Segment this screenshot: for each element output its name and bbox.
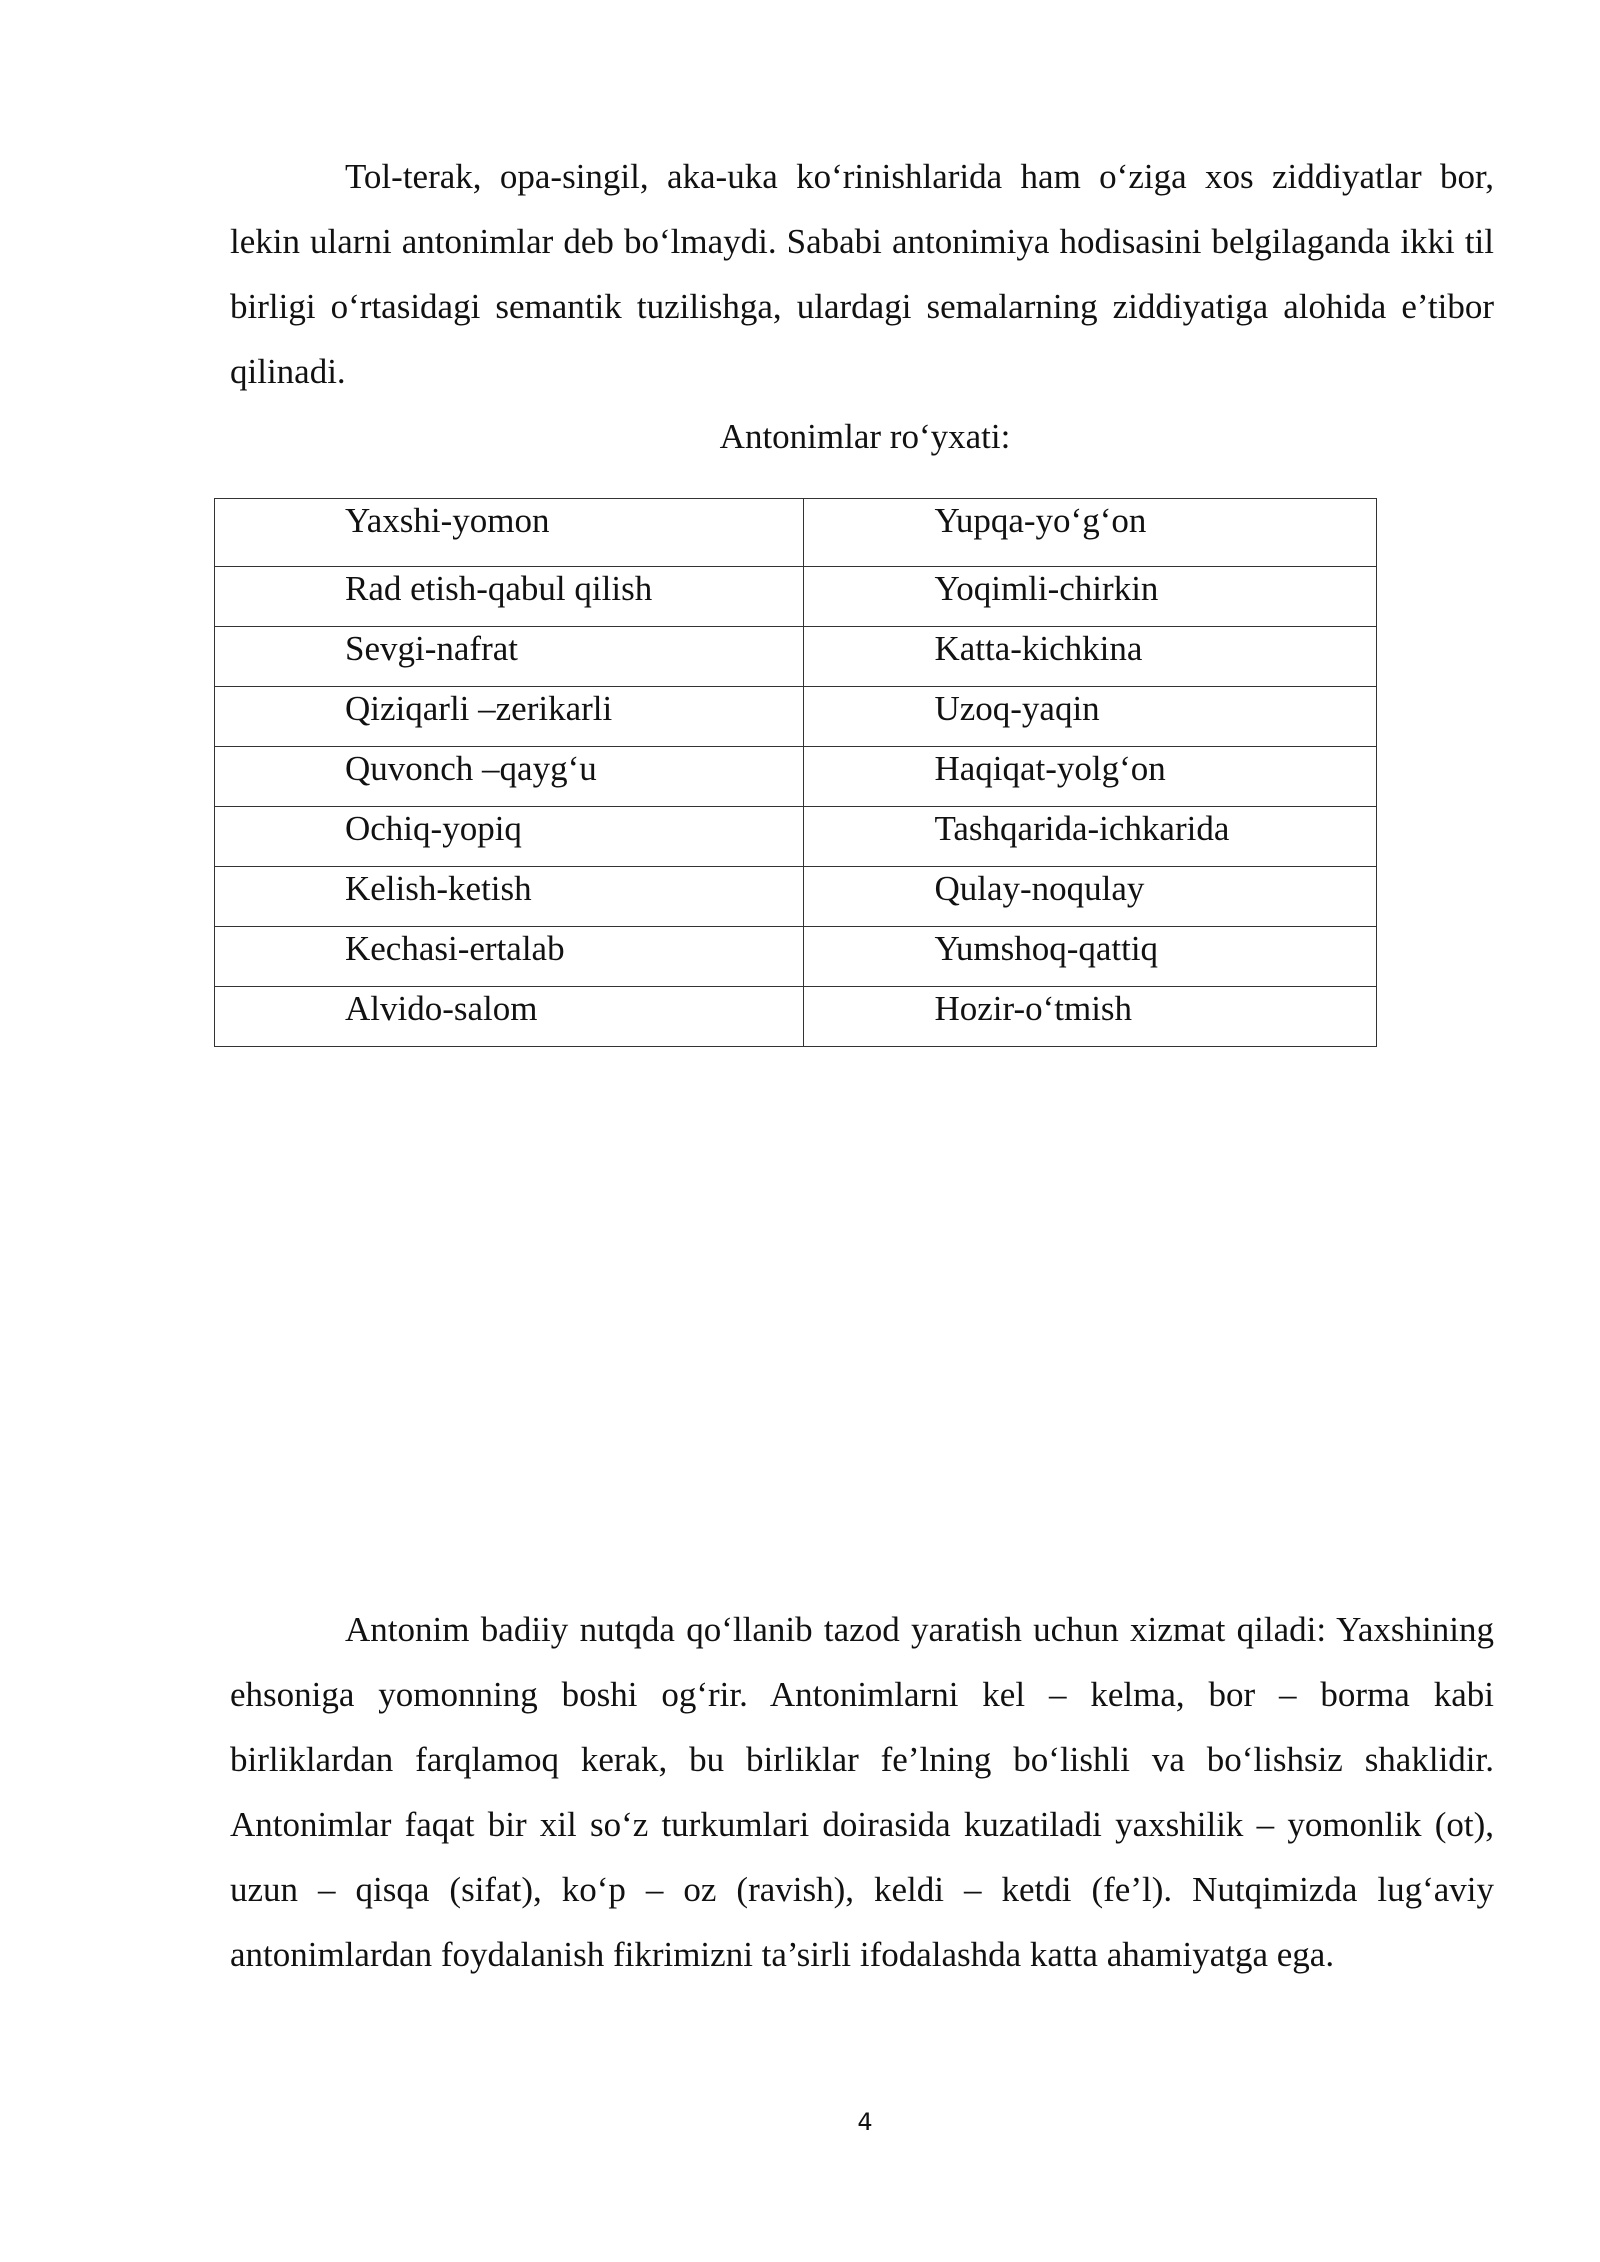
paragraph-usage: Antonim badiiy nutqda qo‘llanib tazod yaratish uchun xizmat qiladi: Yaxshining ehsoniga yomonning boshi og‘rir. Antonimlarni kel – kelma, bor – borma kabi birliklardan farqlamoq kerak, bu birliklar fe’lning bo‘lishli va bo‘lishsiz shaklidir. Antonimlar faqat bir xil so‘z turkumlari doirasida kuzatiladi yaxshilik – yomonlik (ot), uzun – qisqa (sifat), ko‘p – oz (ravish), keldi – ketdi (fe’l). Nutqimizda lug‘aviy antonimlardan foydalanish fikrimizni ta’sirli ifodalashda katta ahamiyatga ega. [230, 1610, 1494, 1974]
table-row [215, 747, 1377, 807]
table-row [215, 627, 1377, 687]
table-cell: Quvonch –qayg‘u [215, 747, 804, 807]
table-cell: Yumshoq-qattiq [804, 927, 1377, 987]
table-row [215, 567, 1377, 627]
table-cell: Yoqimli-chirkin [804, 567, 1377, 627]
paragraph-intro: Tol-terak, opa-singil, aka-uka ko‘rinishlarida ham o‘ziga xos ziddiyatlar bor, lekin ularni antonimlar deb bo‘lmaydi. Sababi antonimiya hodisasini belgilaganda ikki til birligi o‘rtasidagi semantik tuzilishga, ulardagi semalarning ziddiyatiga alohida e’tibor qilinadi. [230, 157, 1494, 391]
table-cell: Yaxshi-yomon [215, 499, 804, 567]
table-cell: Ochiq-yopiq [215, 807, 804, 867]
table-cell: Katta-kichkina [804, 627, 1377, 687]
table-row [215, 499, 1377, 567]
table-caption: Antonimlar ro‘yxati: [719, 417, 1011, 456]
table-cell: Kechasi-ertalab [215, 927, 804, 987]
table-cell: Alvido-salom [215, 987, 804, 1047]
table-cell: Tashqarida-ichkarida [804, 807, 1377, 867]
table-row [215, 987, 1377, 1047]
table-cell: Yupqa-yo‘g‘on [804, 499, 1377, 567]
table-cell: Rad etish-qabul qilish [215, 567, 804, 627]
table-row [215, 927, 1377, 987]
page-number: 4 [857, 2108, 873, 2136]
table-cell: Qulay-noqulay [804, 867, 1377, 927]
table-cell: Uzoq-yaqin [804, 687, 1377, 747]
antonyms-table [214, 498, 1377, 1047]
table-cell: Hozir-o‘tmish [804, 987, 1377, 1047]
table-cell: Qiziqarli –zerikarli [215, 687, 804, 747]
table-cell: Haqiqat-yolg‘on [804, 747, 1377, 807]
table-row [215, 807, 1377, 867]
table-row [215, 867, 1377, 927]
table-cell: Kelish-ketish [215, 867, 804, 927]
table-cell: Sevgi-nafrat [215, 627, 804, 687]
table-row [215, 687, 1377, 747]
